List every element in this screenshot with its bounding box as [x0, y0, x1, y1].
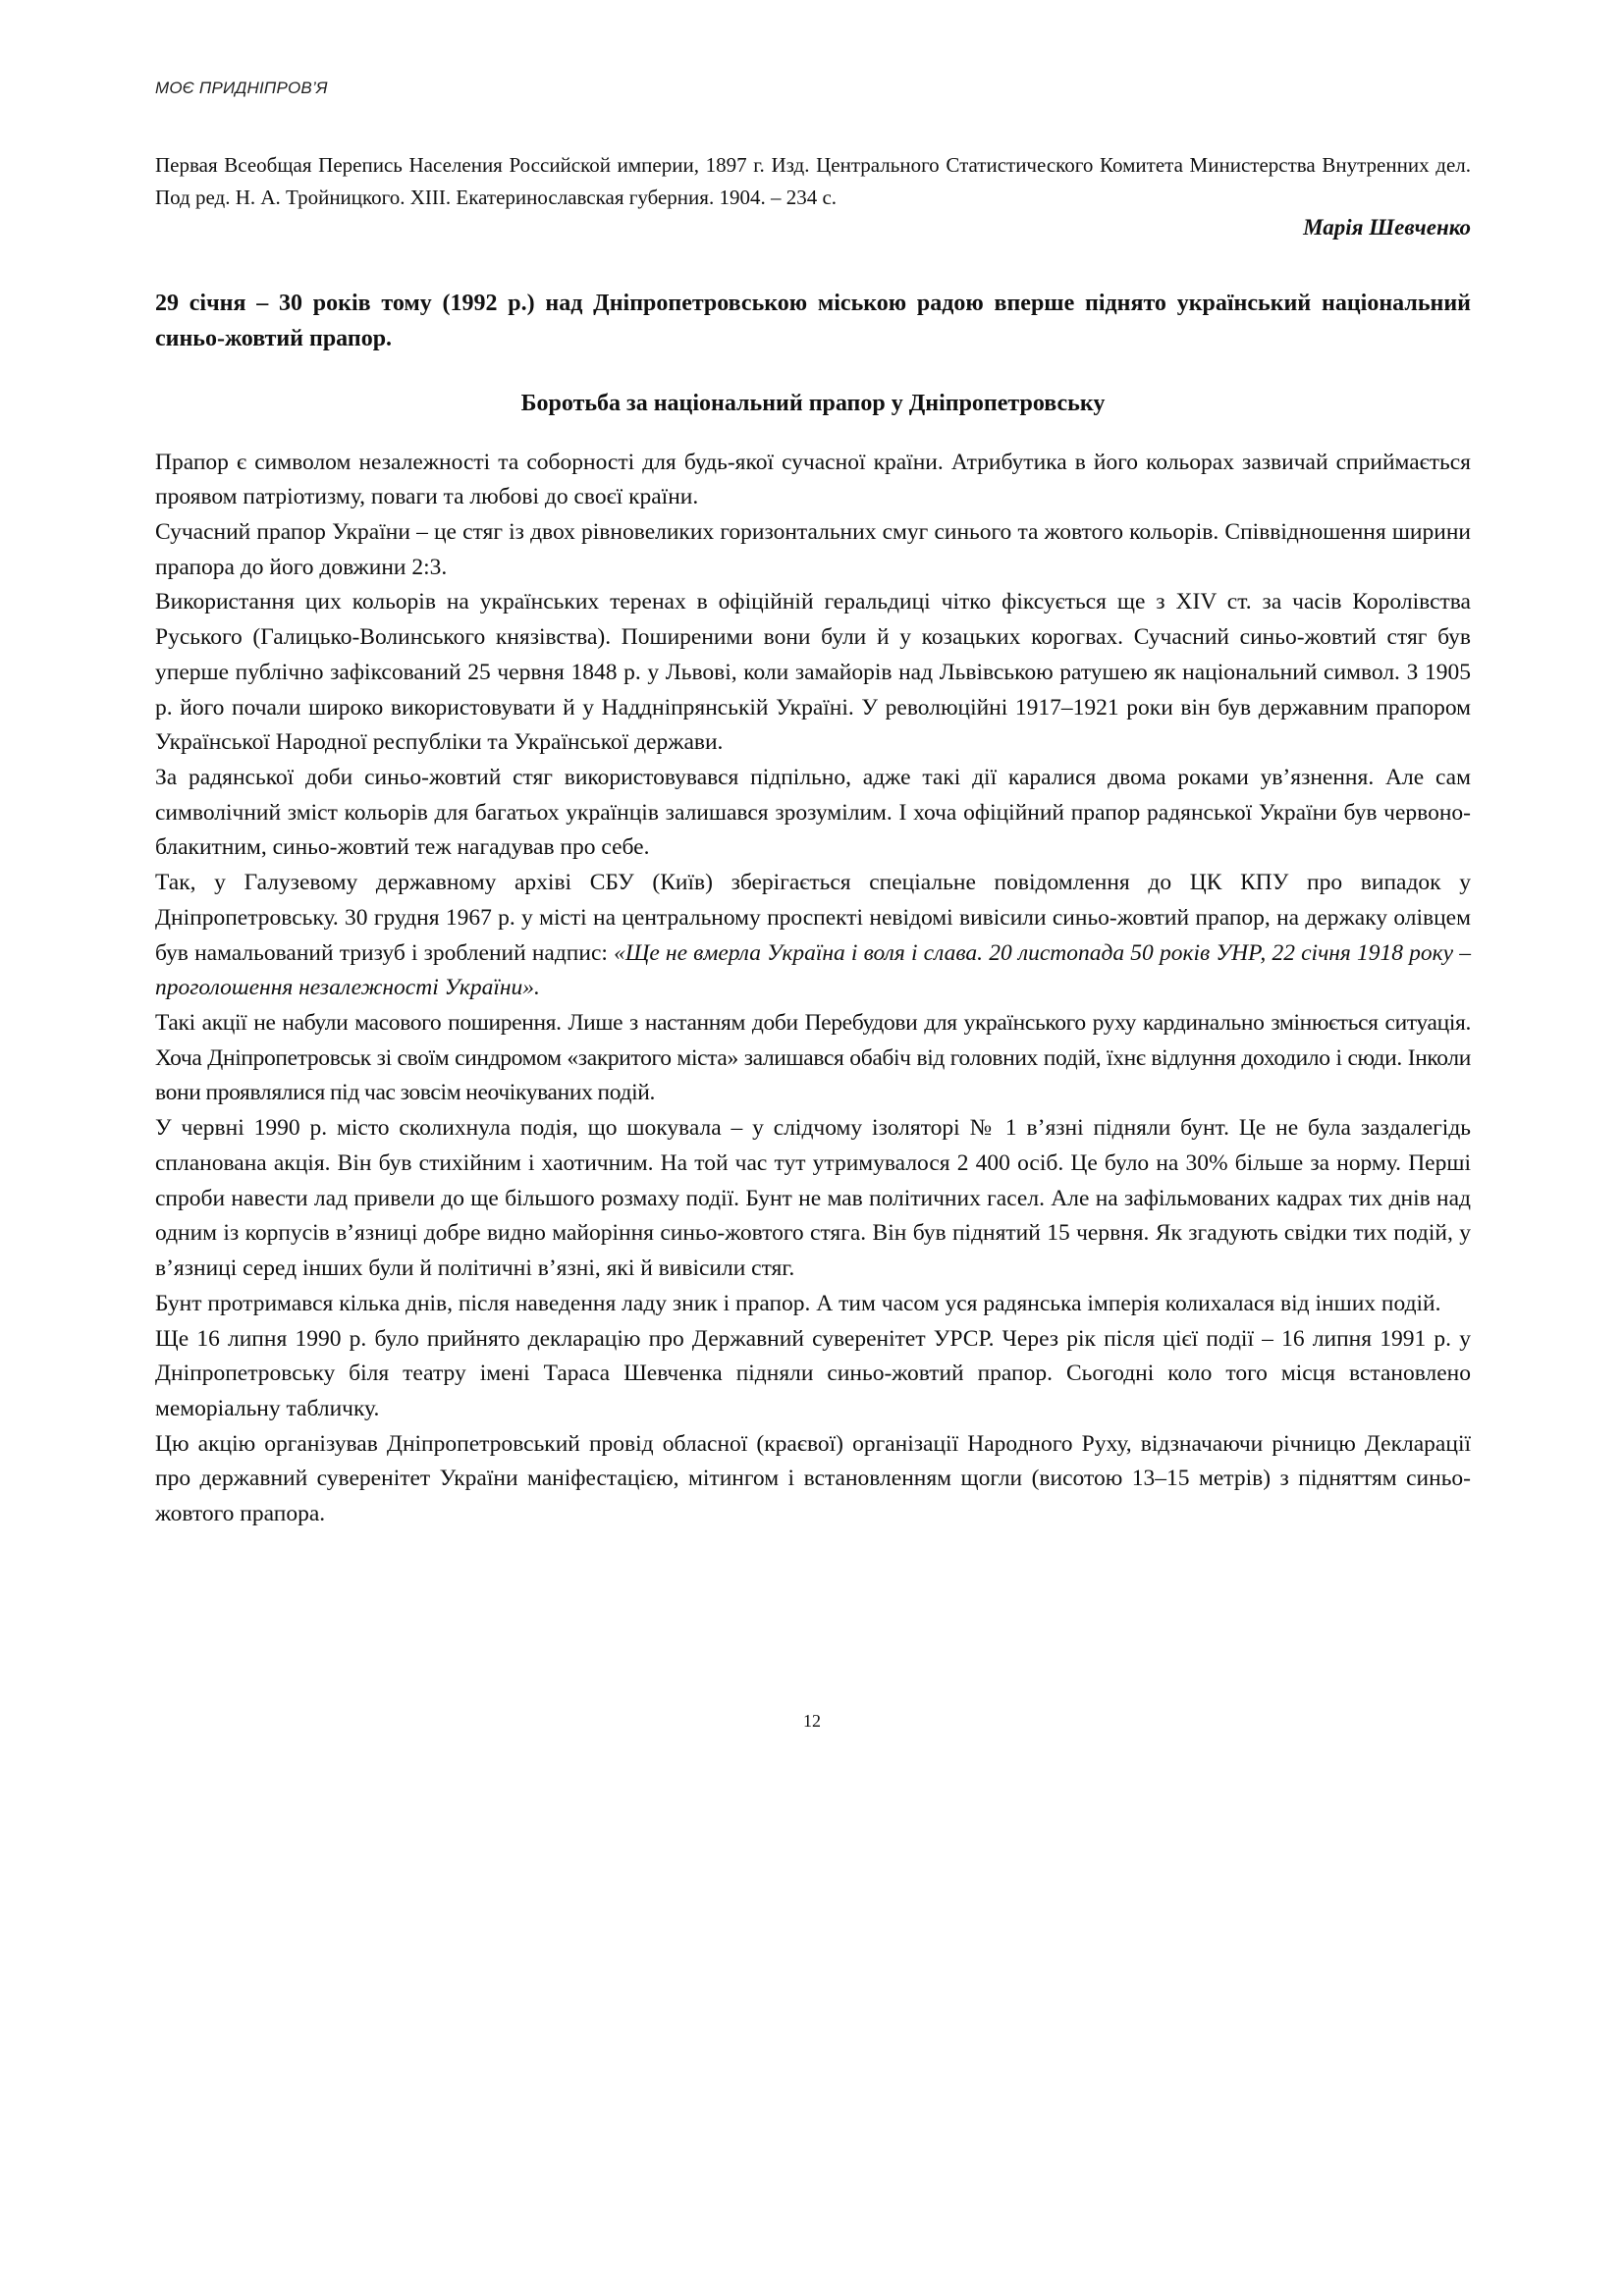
paragraph-3: Використання цих кольорів на українських теренах в офіційній геральдиці чітко фіксується ще з XIV ст. за часів Королівства Руського (Галицько-Волинського князівства). Поширеними вони були й у козацьких корогвах. Сучасний синьо-жовтий стяг був уперше публічно зафіксований 25 червня 1848 р. у Львові, коли замайорів над Львівською ратушею як національний символ. З 1905 р. його почали широко використовувати й у Наддніпрянській Україні. У революційні 1917–1921 роки він був державним прапором Української Народної республіки та Української держави.: [155, 589, 1471, 756]
paragraph-7: У червні 1990 р. місто сколихнула подія, що шокувала – у слідчому ізоляторі № 1 в’язні підняли бунт. Це не була заздалегідь спланована акція. Він був стихійним і хаотичним. На той час тут утримувалося 2 400 осіб. Це було на 30% більше за норму. Перші спроби навести лад привели до ще більшого розмаху події. Бунт не мав політичних гасел. Але на зафільмованих кадрах тих днів над одним із корпусів в’язниці добре видно майоріння синьо-жовтого стяга. Він був піднятий 15 червня. Як згадують свідки тих подій, у в’язниці серед інших були й політичні в’язні, які й вивісили стяг.: [155, 1115, 1471, 1282]
author-signature: Марія Шевченко: [1303, 215, 1471, 240]
paragraph-8: Бунт протримався кілька днів, після наведення ладу зник і прапор. А тим часом уся радянська імперія колихалася від інших подій.: [155, 1290, 1441, 1316]
paragraph-1: Прапор є символом незалежності та соборності для будь-якої сучасної країни. Атрибутика в його кольорах зазвичай сприймається проявом патріотизму, поваги та любові до своєї країни.: [155, 449, 1471, 510]
paragraph-6: Такі акції не набули масового поширення. Лише з настанням доби Перебудови для українського руху кардинально змінюється ситуація. Хоча Дніпропетровськ зі своїм синдромом «закритого міста» залишався обабіч від головних подій, їхнє відлуння доходило і сюди. Інколи вони проявлялися під час зовсім неочікуваних подій.: [155, 1010, 1471, 1106]
reference-citation: Первая Всеобщая Перепись Населения Российской империи, 1897 г. Изд. Центрального Статистического Комитета Министерства Внутренних дел. Под ред. Н. А. Тройницкого. XIII. Екатеринославская губерния. 1904. – 234 с.: [155, 153, 1471, 209]
article-headline: 29 січня – 30 років тому (1992 р.) над Дніпропетровською міською радою вперше піднято український національний синьо-жовтий прапор.: [155, 291, 1471, 351]
paragraph-4: За радянської доби синьо-жовтий стяг використовувався підпільно, адже такі дії каралися двома роками ув’язнення. Але сам символічний зміст кольорів для багатьох українців залишався зрозумілим. І хоча офіційний прапор радянської України був червоно-блакитним, синьо-жовтий теж нагадував про себе.: [155, 765, 1471, 861]
running-head: МОЄ ПРИДНІПРОВ’Я: [155, 79, 328, 97]
paragraph-2: Сучасний прапор України – це стяг із двох рівновеликих горизонтальних смуг синього та жовтого кольорів. Співвідношення ширини прапора до його довжини 2:3.: [155, 518, 1471, 580]
page-content: [155, 149, 1471, 1532]
flag-inscription-quote: «Ще не вмерла Україна і воля і слава. 20 листопада 50 років УНР, 22 січня 1918 року – проголошення незалежності України».: [155, 939, 1472, 1001]
paragraph-9: Ще 16 липня 1990 р. було прийнято декларацію про Державний суверенітет УРСР. Через рік після цієї події – 16 липня 1991 р. у Дніпропетровську біля театру імені Тараса Шевченка підняли синьо-жовтий прапор. Сьогодні коло того місця встановлено меморіальну табличку.: [155, 1325, 1471, 1421]
paragraph-5-text: Так, у Галузевому державному архіві СБУ (Київ) зберігається спеціальне повідомлення до ЦК КПУ про випадок у Дніпропетровську. 30 грудня 1967 р. у місті на центральному проспекті невідомі вивісили синьо-жовтий прапор, на держаку олівцем був намальований тризуб і зроблений надпис:: [155, 870, 1471, 966]
paragraph-5: [155, 866, 1471, 1006]
paragraph-10: Цю акцію організував Дніпропетровський провід обласної (краєвої) організації Народного Руху, відзначаючи річницю Декларації про державний суверенітет України маніфестацією, мітингом і встановленням щогли (висотою 13–15 метрів) з підняттям синьо-жовтого прапора.: [155, 1430, 1471, 1527]
article-title: Боротьба за національний прапор у Дніпропетровську: [520, 391, 1106, 417]
page-number: 12: [803, 1711, 821, 1731]
